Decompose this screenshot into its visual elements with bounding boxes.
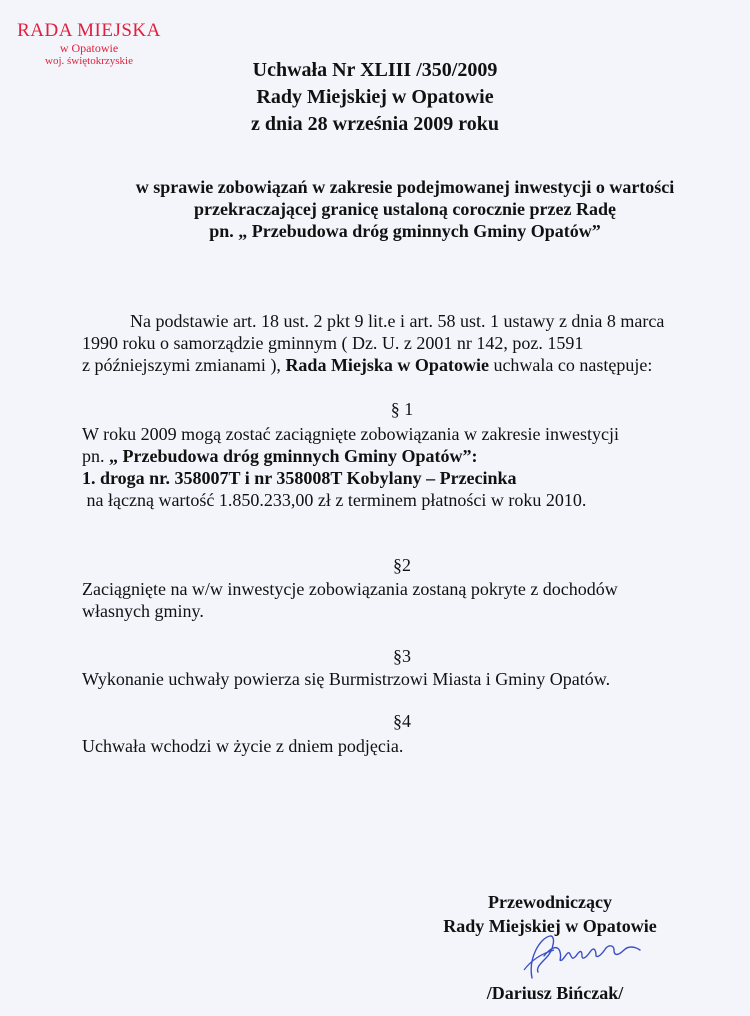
- preamble: [82, 310, 722, 376]
- council-name: Rada Miejska w Opatowie: [285, 355, 489, 375]
- section-4-body: Uchwała wchodzi w życie z dniem podjęcia.: [82, 736, 404, 756]
- section-3-heading: §3: [393, 646, 411, 666]
- section-4-heading: §4: [393, 711, 411, 731]
- investment-value: na łączną wartość 1.850.233,00 zł z terminem płatności w roku 2010.: [82, 490, 587, 510]
- signatory-council: Rady Miejskiej w Opatowie: [443, 916, 657, 936]
- section-1-line-1: W roku 2009 mogą zostać zaciągnięte zobowiązania w zakresie inwestycji: [82, 424, 619, 444]
- section-1-heading: § 1: [390, 399, 414, 419]
- road-item: 1. droga nr. 358007T i nr 358008T Kobylany – Przecinka: [82, 468, 517, 488]
- official-stamp: [14, 20, 164, 68]
- section-1-line-2: [82, 445, 722, 467]
- stamp-line-3: woj. świętokrzyskie: [45, 55, 133, 67]
- resolution-council: Rady Miejskiej w Opatowie: [256, 86, 494, 108]
- section-2-line-2: własnych gminy.: [82, 601, 204, 621]
- resolution-title: [200, 57, 550, 138]
- subject-line-2: przekraczającej granicę ustaloną corocznie przez Radę: [193, 199, 617, 219]
- handwritten-signature: [510, 928, 660, 988]
- investment-name: „ Przebudowa dróg gminnych Gminy Opatów”:: [109, 446, 478, 466]
- subject-line-1: w sprawie zobowiązań w zakresie podejmowanej inwestycji o wartości: [135, 177, 675, 197]
- section-1-body: [82, 423, 722, 511]
- preamble-line-3: [82, 354, 722, 376]
- preamble-decision: uchwala co następuje:: [488, 355, 653, 375]
- signatory-name: /Dariusz Bińczak/: [486, 983, 624, 1003]
- section-3-body: Wykonanie uchwały powierza się Burmistrzowi Miasta i Gminy Opatów.: [82, 669, 611, 689]
- section-2-line-1: Zaciągnięte na w/w inwestycje zobowiązania zostaną pokryte z dochodów: [82, 579, 618, 599]
- preamble-line-2: 1990 roku o samorządzie gminnym ( Dz. U. z 2001 nr 142, poz. 1591: [82, 333, 584, 353]
- signatory-role: Przewodniczący: [488, 892, 612, 912]
- preamble-text: z późniejszymi zmianami ),: [82, 355, 286, 375]
- resolution-date: z dnia 28 września 2009 roku: [251, 113, 499, 135]
- preamble-line-1: Na podstawie art. 18 ust. 2 pkt 9 lit.e i art. 58 ust. 1 ustawy z dnia 8 marca: [130, 311, 665, 331]
- resolution-number: Uchwała Nr XLIII /350/2009: [252, 59, 498, 81]
- stamp-line-1: RADA MIEJSKA: [17, 20, 161, 41]
- subject-line-3: pn. „ Przebudowa dróg gminnych Gminy Opatów”: [209, 221, 601, 241]
- stamp-line-2: w Opatowie: [59, 41, 119, 55]
- section-1-prefix: pn.: [82, 446, 109, 466]
- section-2-body: [82, 578, 722, 622]
- section-2-heading: §2: [393, 555, 411, 575]
- resolution-subject: [90, 176, 720, 242]
